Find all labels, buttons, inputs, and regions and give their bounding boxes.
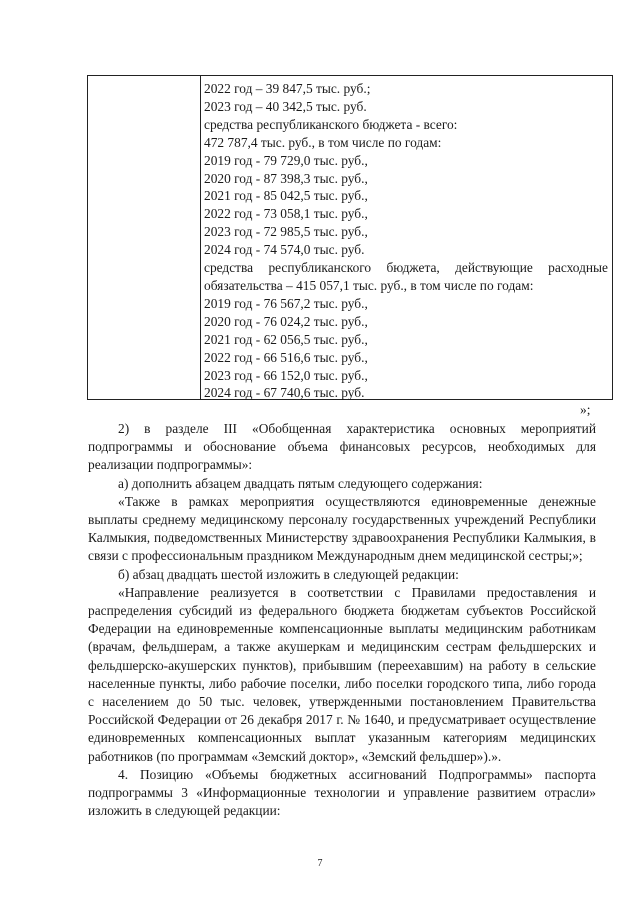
table-line: 2019 год - 79 729,0 тыс. руб., (204, 152, 368, 168)
quote-end-mark: »; (580, 402, 591, 417)
table-line: 2024 год - 67 740,6 тыс. руб. (204, 385, 365, 401)
table-line: 2023 год – 40 342,5 тыс. руб. (204, 98, 367, 114)
table-line: 2022 год - 73 058,1 тыс. руб., (204, 206, 368, 222)
paragraph: 2) в разделе III «Обобщенная характеристика основных мероприятий подпрограммы и обоснование объема финансовых ресурсов, необходимых для реализации подпрограммы»: (88, 421, 596, 473)
table-left-cell (88, 76, 201, 399)
paragraph: «Также в рамках мероприятия осуществляются единовременные денежные выплаты среднему медицинскому персоналу государственных учреждений Республики Калмыкия, подведомственных Министерству здравоохранения Республики Калмыкия, в связи с профессиональным праздником Международным днем медицинской сестры;»; (88, 493, 596, 564)
table-line: 2023 год - 72 985,5 тыс. руб., (204, 224, 368, 240)
table-line: 2021 год - 85 042,5 тыс. руб., (204, 188, 368, 204)
table-line: 2021 год - 62 056,5 тыс. руб., (204, 331, 368, 347)
table-line: 2023 год - 66 152,0 тыс. руб., (204, 367, 368, 383)
table-line: 2022 год – 39 847,5 тыс. руб.; (204, 81, 371, 96)
paragraph: б) абзац двадцать шестой изложить в следующей редакции: (118, 566, 459, 582)
table-line: 2020 год - 87 398,3 тыс. руб., (204, 170, 368, 186)
table-line: средства республиканского бюджета, действующие расходные (204, 260, 608, 276)
document-body (88, 420, 596, 820)
table-line: 2019 год - 76 567,2 тыс. руб., (204, 295, 368, 311)
table-line: 472 787,4 тыс. руб., в том числе по годам: (204, 134, 442, 150)
table-line: 2020 год - 76 024,2 тыс. руб., (204, 313, 368, 329)
table-line: обязательства – 415 057,1 тыс. руб., в том числе по годам: (204, 277, 534, 293)
paragraph: 4. Позицию «Объемы бюджетных ассигнований Подпрограммы» паспорта подпрограммы 3 «Информационные технологии и управление развитием отрасли» изложить в следующей редакции: (88, 766, 596, 819)
table-line: средства республиканского бюджета - всего: (204, 116, 458, 132)
table-line: 2022 год - 66 516,6 тыс. руб., (204, 349, 368, 365)
page-number: 7 (317, 858, 323, 869)
budget-table (87, 75, 613, 400)
table-right-cell (204, 80, 608, 402)
table-line: 2024 год - 74 574,0 тыс. руб. (204, 242, 365, 258)
paragraph: а) дополнить абзацем двадцать пятым следующего содержания: (118, 475, 483, 491)
paragraph: «Направление реализуется в соответствии с Правилами предоставления и распределения субсидий из федерального бюджета бюджетам субъектов Российской Федерации на единовременные компенсационные выплаты медицинским работникам (врачам, фельдшерам, а также акушеркам и медицинским сестрам фельдшерских и фельдшерско-акушерских пунктов), прибывшим (переехавшим) на работу в сельские населенные пункты, либо рабочие поселки, либо поселки городского типа, либо города с населением до 50 тыс. человек, утвержденными постановлением Правительства Российской Федерации от 26 декабря 2017 г. № 1640, и предусматривает осуществление единовременных компенсационных выплат указанным категориям медицинских работников (по программам «Земский доктор», «Земский фельдшер»).». (88, 584, 596, 764)
